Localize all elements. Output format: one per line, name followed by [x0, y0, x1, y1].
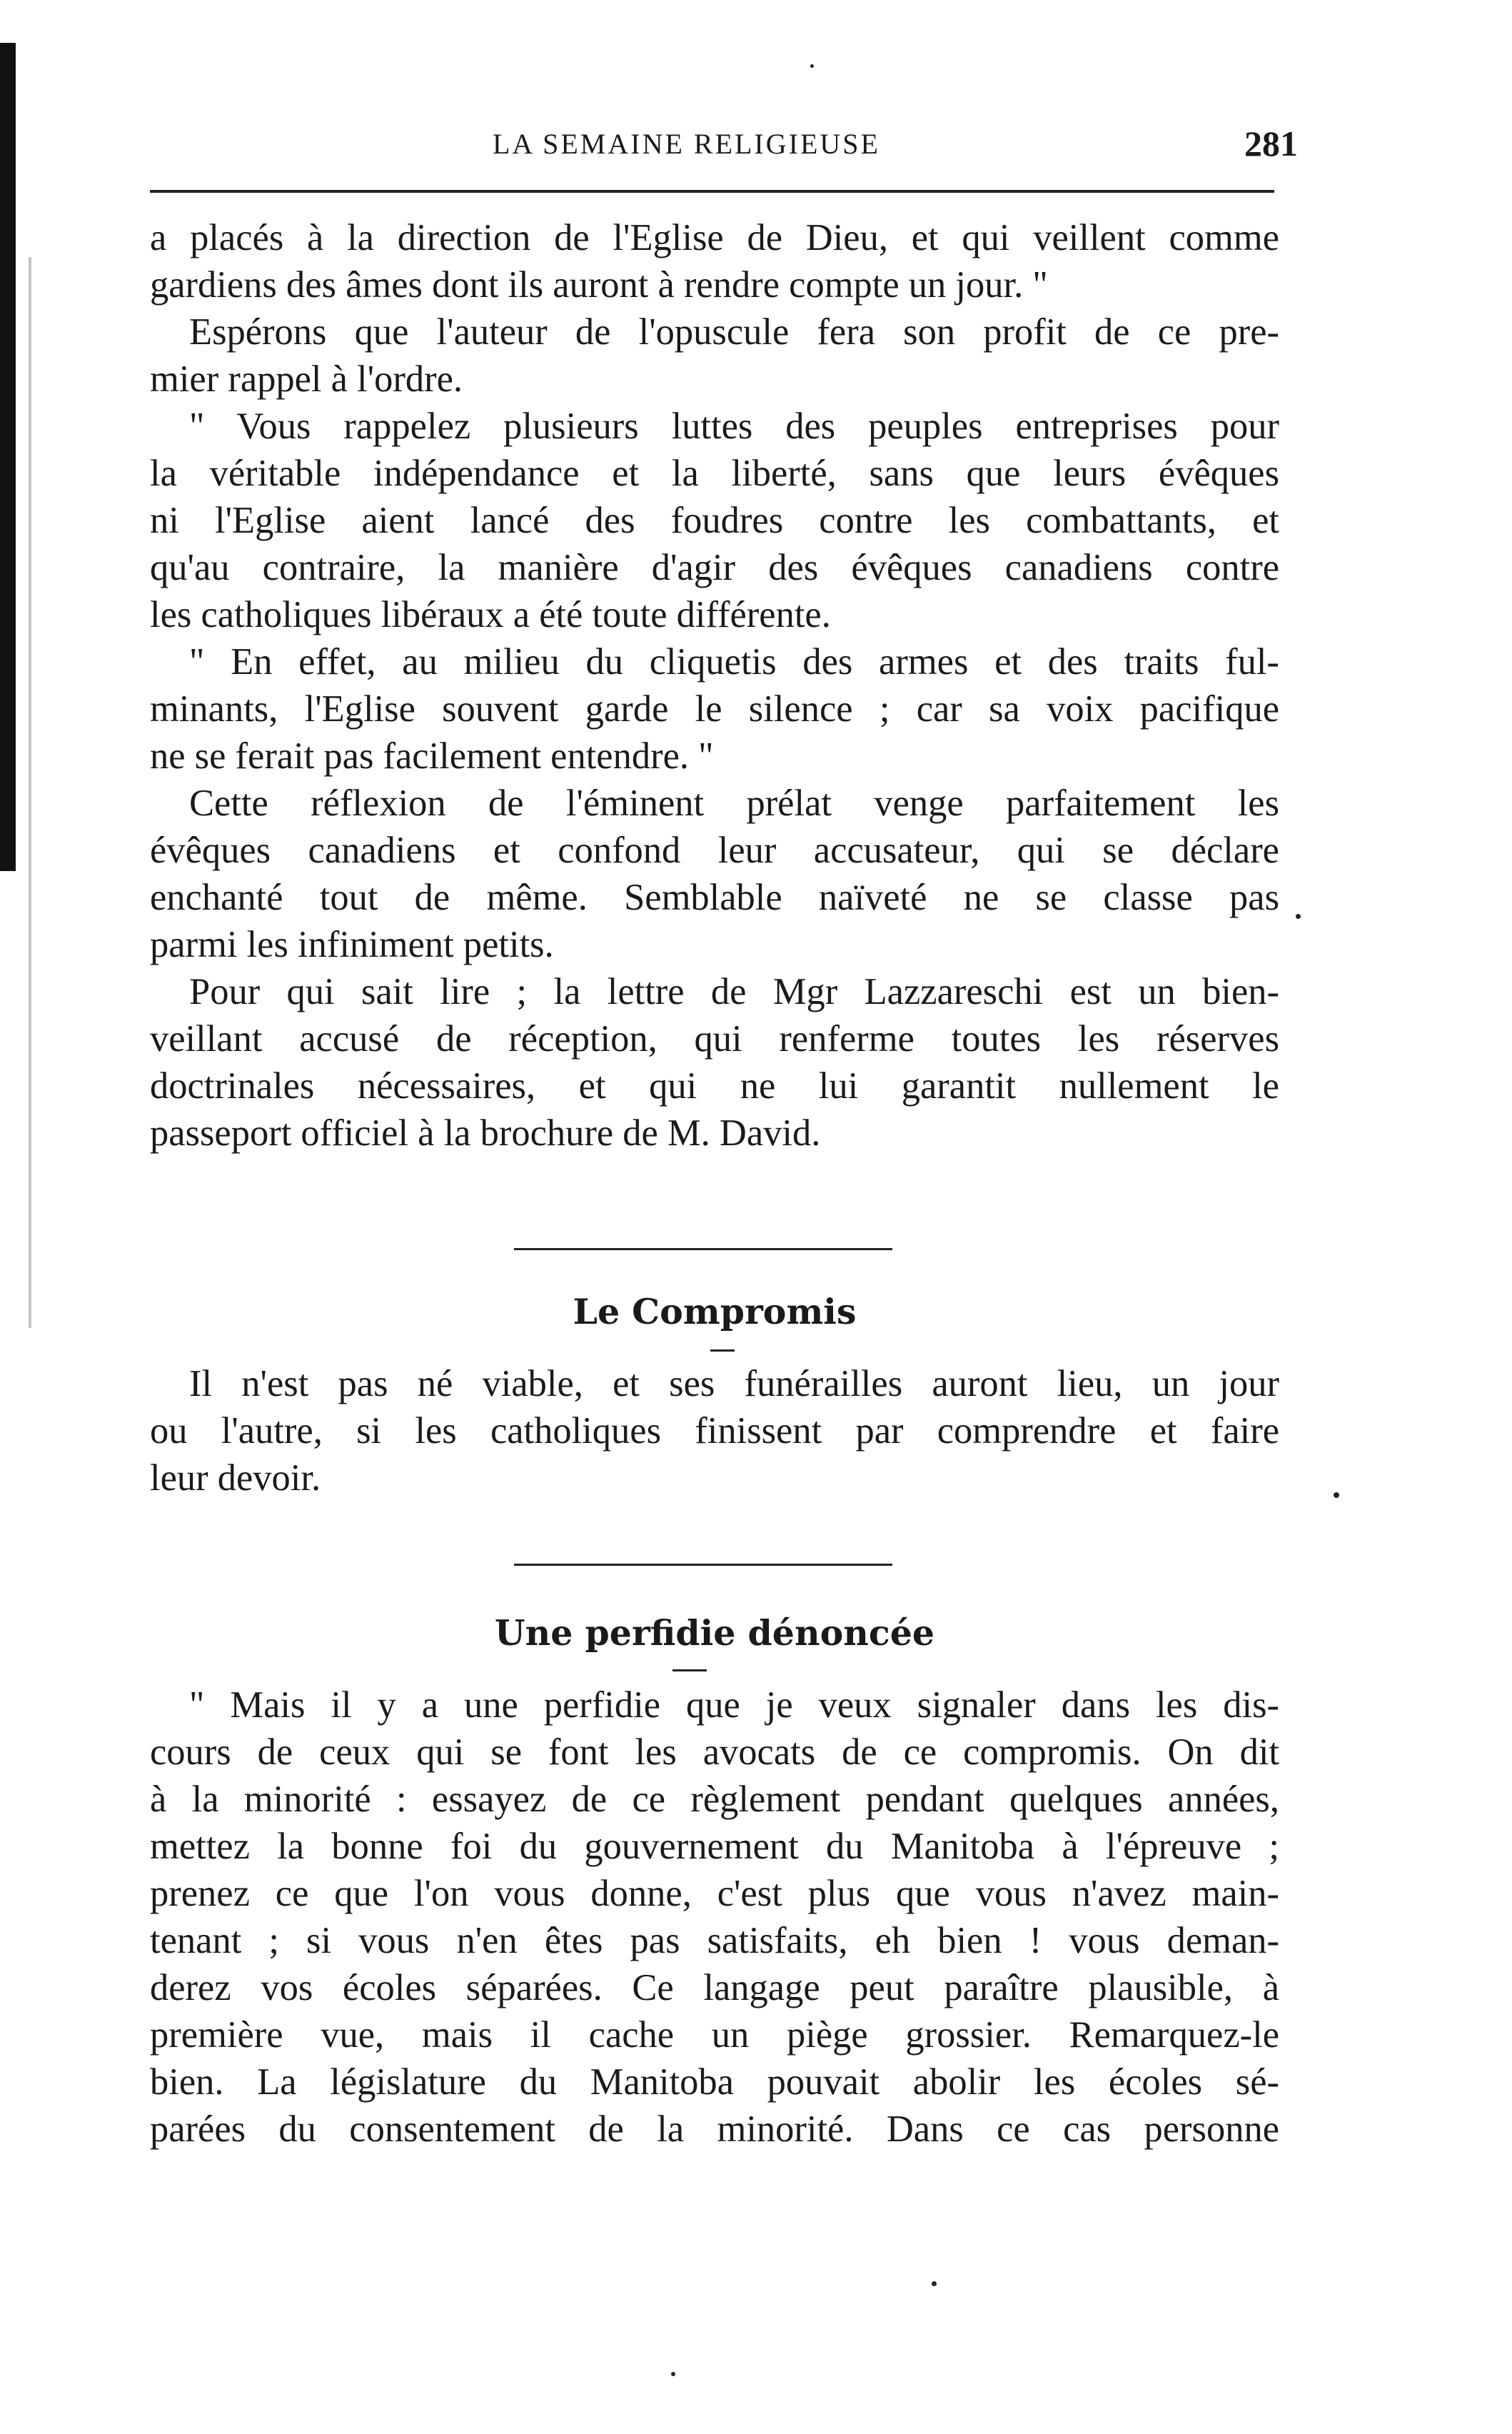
text-line: gardiens des âmes dont ils auront à rendre compte un jour. ": [150, 264, 1048, 306]
section-compromis-body: [150, 1360, 1279, 1502]
text-line: bien. La législature du Manitoba pouvait abolir les écoles sé-: [150, 2061, 1279, 2103]
text-line: enchanté tout de même. Semblable naïveté ne se classe pas: [150, 877, 1279, 918]
text-line: parmi les infiniment petits.: [150, 924, 554, 965]
article-continuation: [150, 214, 1279, 1157]
section-title-perfidie: Une perfidie dénoncée: [494, 1612, 935, 1654]
text-line: " Mais il y a une perfidie que je veux signaler dans les dis-: [189, 1684, 1279, 1726]
text-line: parées du consentement de la minorité. Dans ce cas personne: [150, 2108, 1279, 2150]
text-line: première vue, mais il cache un piège grossier. Remarquez-le: [150, 2014, 1279, 2056]
text-line: évêques canadiens et confond leur accusateur, qui se déclare: [150, 830, 1279, 871]
text-line: cours de ceux qui se font les avocats de ce compromis. On dit: [150, 1731, 1279, 1773]
scan-speck: [1296, 914, 1301, 919]
text-line: ne se ferait pas facilement entendre. ": [150, 735, 714, 777]
running-title: LA SEMAINE RELIGIEUSE: [493, 128, 880, 160]
text-line: à la minorité : essayez de ce règlement pendant quelques années,: [150, 1779, 1279, 1820]
text-line: Pour qui sait lire ; la lettre de Mgr Lazzareschi est un bien-: [189, 971, 1279, 1012]
text-line: prenez ce que l'on vous donne, c'est plus que vous n'avez main-: [150, 1873, 1279, 1914]
scan-speck: [1334, 1492, 1339, 1498]
text-line: a placés à la direction de l'Eglise de Dieu, et qui veillent comme: [150, 217, 1279, 258]
header-rule: [150, 190, 1274, 193]
text-line: " Vous rappelez plusieurs luttes des peuples entreprises pour: [189, 406, 1279, 447]
text-line: doctrinales nécessaires, et qui ne lui garantit nullement le: [150, 1065, 1279, 1107]
text-line: qu'au contraire, la manière d'agir des évêques canadiens contre: [150, 547, 1279, 588]
text-line: Cette réflexion de l'éminent prélat venge parfaitement les: [189, 783, 1279, 824]
text-line: ou l'autre, si les catholiques finissent par comprendre et faire: [150, 1410, 1279, 1452]
scan-speck: [810, 64, 814, 68]
section-title-compromis: Le Compromis: [573, 1291, 857, 1332]
section-separator: [514, 1248, 892, 1250]
binding-shadow: [29, 257, 31, 1328]
scan-speck: [671, 2372, 675, 2376]
text-line: la véritable indépendance et la liberté, sans que leurs évêques: [150, 453, 1279, 494]
text-line: mier rappel à l'ordre.: [150, 358, 463, 400]
section-perfidie-body: [150, 1681, 1279, 2153]
text-line: derez vos écoles séparées. Ce langage peut paraître plausible, à: [150, 1967, 1279, 2008]
title-underline: [710, 1349, 735, 1352]
text-line: veillant accusé de réception, qui renferme toutes les réserves: [150, 1018, 1279, 1060]
text-line: Espérons que l'auteur de l'opuscule fera son profit de ce pre-: [189, 311, 1279, 353]
text-line: " En effet, au milieu du cliquetis des armes et des traits ful-: [189, 641, 1279, 683]
text-line: mettez la bonne foi du gouvernement du Manitoba à l'épreuve ;: [150, 1826, 1279, 1867]
text-line: tenant ; si vous n'en êtes pas satisfaits, eh bien ! vous deman-: [150, 1920, 1279, 1961]
text-line: minants, l'Eglise souvent garde le silence ; car sa voix pacifique: [150, 688, 1279, 730]
text-line: ni l'Eglise aient lancé des foudres contre les combattants, et: [150, 500, 1279, 541]
scan-speck: [932, 2281, 937, 2286]
text-line: leur devoir.: [150, 1457, 321, 1499]
text-line: passeport officiel à la brochure de M. David.: [150, 1112, 821, 1154]
section-separator: [514, 1564, 892, 1566]
page-number: 281: [1244, 124, 1298, 164]
title-underline: [672, 1669, 707, 1671]
binding-edge: [0, 43, 16, 871]
text-line: Il n'est pas né viable, et ses funérailles auront lieu, un jour: [189, 1363, 1279, 1404]
text-line: les catholiques libéraux a été toute différente.: [150, 594, 831, 635]
